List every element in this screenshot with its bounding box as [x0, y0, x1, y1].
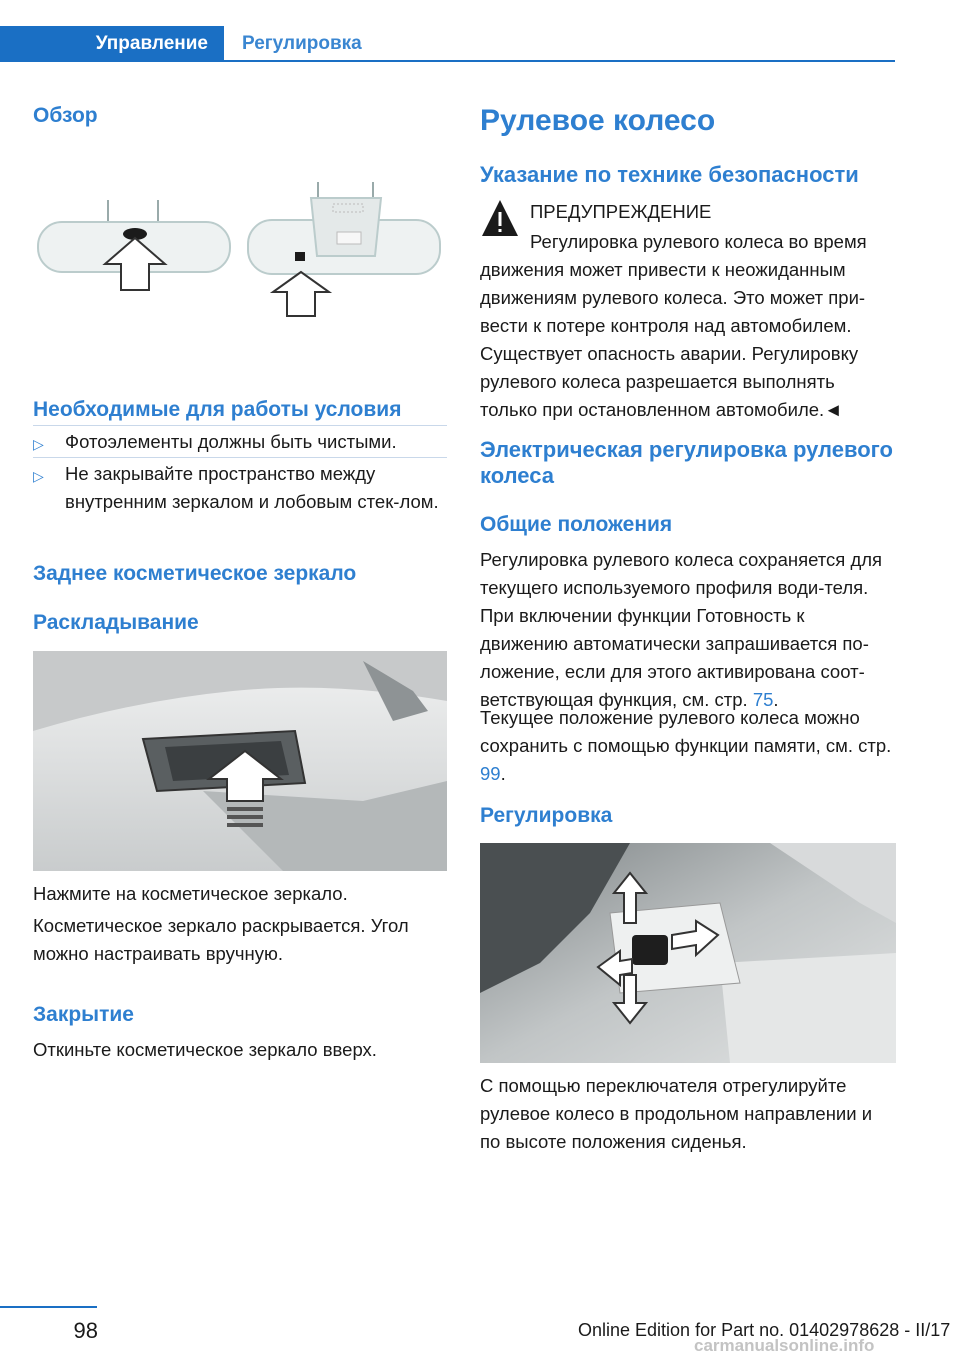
list-item-text: Не закрывайте пространство между внутренним зеркалом и лобовым стек-лом. — [65, 463, 439, 512]
general-heading: Общие положения — [480, 513, 673, 536]
unfold-heading: Раскладывание — [33, 611, 199, 634]
tab-adjustment-label: Регулировка — [242, 33, 362, 54]
warning-text: движения может привести к неожиданным движениям рулевого колеса. Это может при-вести к потере контроля над автомобилем. Существует опасность аварии. Регулировку рулевого колеса разрешается выполнять только при остановленном автомобиле.◄ — [480, 259, 866, 420]
list-item — [33, 460, 443, 516]
general-text-2: Текущее положение рулевого колеса можно сохранить с помощью функции памяти, см. стр. 99. — [480, 707, 892, 784]
electric-adjustment-heading: Электрическая регулировка рулевого колеса — [480, 437, 893, 488]
list-item-text: Фотоэлементы должны быть чистыми. — [65, 431, 397, 452]
adjustment-text: С помощью переключателя отрегулируйте рулевое колесо в продольном направлении и по высоте положения сиденья. — [480, 1075, 873, 1152]
general-text-1-body: Регулировка рулевого колеса сохраняется для текущего используемого профиля води-теля. При включении функции Готовность к движению автоматически запрашивается по-ложение, если для этого активирована соот-ветствующая функция, см. стр. — [480, 549, 883, 710]
bullet-divider — [33, 457, 447, 458]
overview-heading: Обзор — [33, 104, 98, 127]
list-item — [33, 428, 443, 456]
general-text-2-body: Текущее положение рулевого колеса можно сохранить с помощью функции памяти, см. стр. — [480, 707, 892, 756]
vanity-mirror-heading: Заднее косметическое зеркало — [33, 562, 357, 585]
close-text: Откиньте косметическое зеркало вверх. — [33, 1039, 377, 1060]
footer-divider — [0, 1306, 97, 1308]
warning-icon — [480, 198, 520, 243]
conditions-heading: Необходимые для работы условия — [33, 398, 402, 421]
unfold-step-text: Нажмите на косметическое зеркало. — [33, 883, 348, 904]
warning-label: ПРЕДУПРЕЖДЕНИЕ — [530, 201, 712, 222]
tab-controls[interactable] — [0, 26, 224, 62]
page-ref-link[interactable]: 99 — [480, 763, 501, 784]
header-divider — [224, 60, 895, 62]
warning-text-first-line: Регулировка рулевого колеса во время — [530, 231, 867, 252]
edition-info: Online Edition for Part no. 01402978628 - II/17 — [578, 1320, 951, 1340]
steering-wheel-heading: Рулевое колесо — [480, 104, 716, 137]
tab-adjustment[interactable] — [224, 26, 362, 62]
mirror-sensors-illustration — [33, 180, 447, 330]
safety-heading: Указание по технике безопасности — [480, 162, 859, 187]
watermark: carmanualsonline.info — [694, 1336, 875, 1355]
unfold-result-text: Косметическое зеркало раскрывается. Угол можно настраивать вручную. — [33, 915, 409, 964]
adjustment-heading: Регулировка — [480, 804, 613, 827]
steering-switch-illustration — [480, 843, 896, 1063]
page-ref-link[interactable]: 75 — [752, 689, 774, 710]
bullet-triangle-icon: ▷ — [33, 468, 44, 484]
bullet-divider — [33, 425, 447, 426]
vanity-mirror-illustration — [33, 651, 447, 871]
bullet-triangle-icon: ▷ — [33, 436, 44, 452]
page-number: 98 — [73, 1318, 98, 1343]
general-text-1: Регулировка рулевого колеса сохраняется для текущего используемого профиля води-теля. При включении функции Готовность к движению автоматически запрашивается по-ложение, если для этого активирована соот-ветствующая функция, см. стр. 75. — [480, 549, 883, 710]
close-heading: Закрытие — [33, 1003, 134, 1026]
tab-controls-label: Управление — [95, 33, 208, 54]
